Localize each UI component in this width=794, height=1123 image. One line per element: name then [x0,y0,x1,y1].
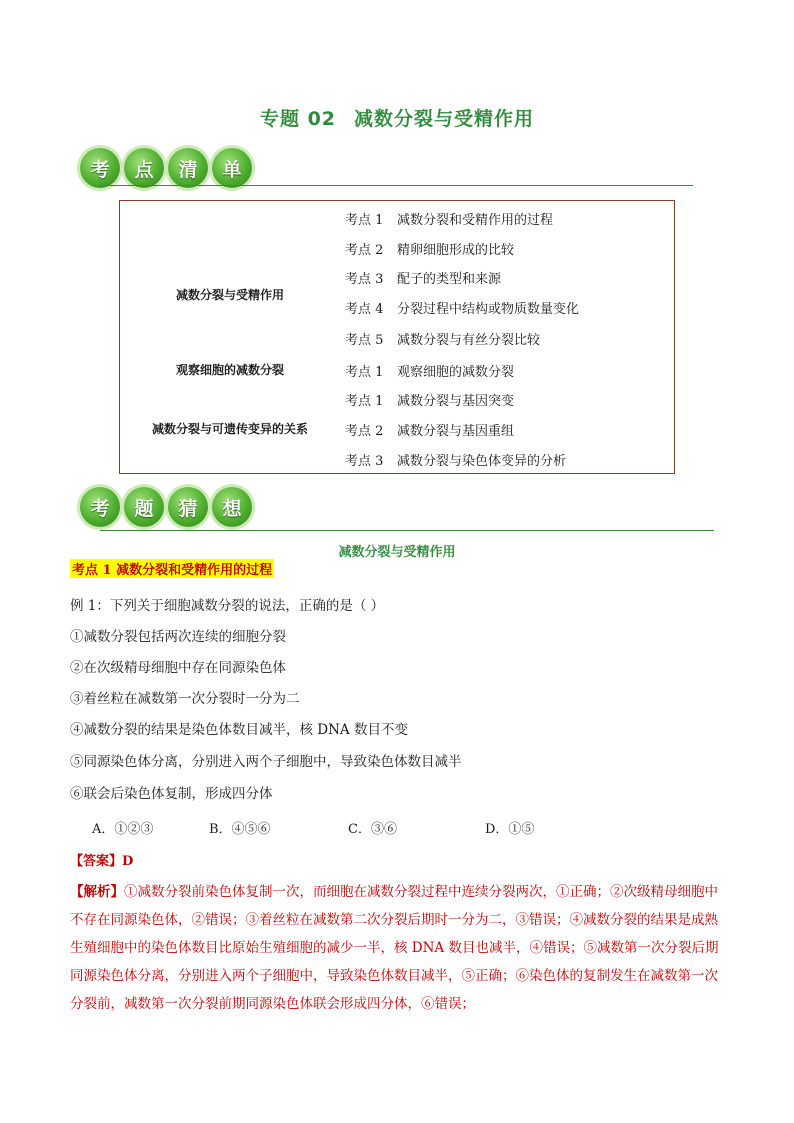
explanation [70,878,730,1018]
outline-kaodian: 考点 3 [345,272,384,287]
option-c: C．③⑥ [348,822,397,837]
outline-topic: 减数分裂与基因重组 [397,424,515,439]
outline-topic: 减数分裂与基因突变 [397,394,515,409]
outline-row [345,329,540,348]
outline-topic: 配子的类型和来源 [397,272,502,287]
banner-bubble: 考 [80,487,120,527]
banner-bubble: 单 [212,148,252,188]
title-number: 专题 02 [259,108,337,130]
explanation-label: 【解析】 [70,884,124,900]
outline-row [345,298,579,317]
option-a: A．①②③ [92,822,154,837]
option-b: B．④⑤⑥ [209,822,271,837]
outline-row [345,209,553,228]
option-d: D．①⑤ [485,822,535,837]
outline-topic: 减数分裂和受精作用的过程 [397,213,554,228]
outline-kaodian: 考点 4 [345,302,384,317]
outline-kaodian: 考点 5 [345,333,384,348]
banner-bubble: 题 [124,487,164,527]
outline-kaodian: 考点 1 [345,365,384,380]
title-text: 减数分裂与受精作用 [354,108,535,130]
answer: 【答案】D [70,854,134,869]
banner-kaoti-caixiang [80,484,256,530]
question-item: ⑥联会后染色体复制，形成四分体 [70,786,273,802]
outline-row [345,420,514,439]
banner-bubble: 清 [168,148,208,188]
outline-row [345,390,514,409]
outline-topic: 观察细胞的减数分裂 [397,365,515,380]
outline-row [345,268,501,287]
outline-row [345,361,514,380]
outline-topic: 分裂过程中结构或物质数量变化 [397,302,580,317]
outline-kaodian: 考点 2 [345,424,384,439]
outline-topic: 精卵细胞形成的比较 [397,243,515,258]
question-item: ⑤同源染色体分离，分别进入两个子细胞中，导致染色体数目减半 [70,754,462,770]
outline-topic: 减数分裂与染色体变异的分析 [397,454,567,469]
outline-kaodian: 考点 2 [345,243,384,258]
question-item: ③着丝粒在减数第一次分裂时一分为二 [70,691,300,707]
outline-table [119,200,675,474]
question-stem: 例 1：下列关于细胞减数分裂的说法，正确的是（ ） [70,598,385,614]
kaodian-heading: 考点 1 减数分裂和受精作用的过程 [70,559,274,578]
outline-category: 减数分裂与受精作用 [175,288,284,302]
outline-row [345,450,566,469]
banner-bubble: 考 [80,148,120,188]
section-heading: 减数分裂与受精作用 [338,545,456,560]
outline-kaodian: 考点 1 [345,213,384,228]
banner-divider [100,530,714,531]
banner-bubble: 想 [212,487,252,527]
outline-topic: 减数分裂与有丝分裂比较 [397,333,541,348]
question-item: ②在次级精母细胞中存在同源染色体 [70,660,286,676]
outline-row [345,239,514,258]
question-item: ④减数分裂的结果是染色体数目减半，核 DNA 数目不变 [70,722,408,738]
outline-category: 减数分裂与可遗传变异的关系 [151,422,308,436]
outline-category: 观察细胞的减数分裂 [175,363,284,377]
question-item: ①减数分裂包括两次连续的细胞分裂 [70,629,286,645]
explanation-text: ①减数分裂前染色体复制一次，而细胞在减数分裂过程中连续分裂两次，①正确；②次级精母细胞中不存在同源染色体，②错误；③着丝粒在减数第二次分裂后期时一分为二，③错误；④减数分裂的结果是成熟生殖细胞中的染色体数目比原始生殖细胞的减少一半，核 DNA 数目也减半，④错误；⑤减数第一次分裂后期同源染色体分离，分别进入两个子细胞中，导致染色体数目减半，⑤正确；⑥染色体的复制发生在减数第一次分裂前，减数第一次分裂前期同源染色体联会形成四分体，⑥错误； [70,884,719,1012]
banner-bubble: 点 [124,148,164,188]
banner-divider [100,185,693,186]
outline-kaodian: 考点 3 [345,454,384,469]
page-title [0,104,794,131]
banner-bubble: 猜 [168,487,208,527]
outline-kaodian: 考点 1 [345,394,384,409]
